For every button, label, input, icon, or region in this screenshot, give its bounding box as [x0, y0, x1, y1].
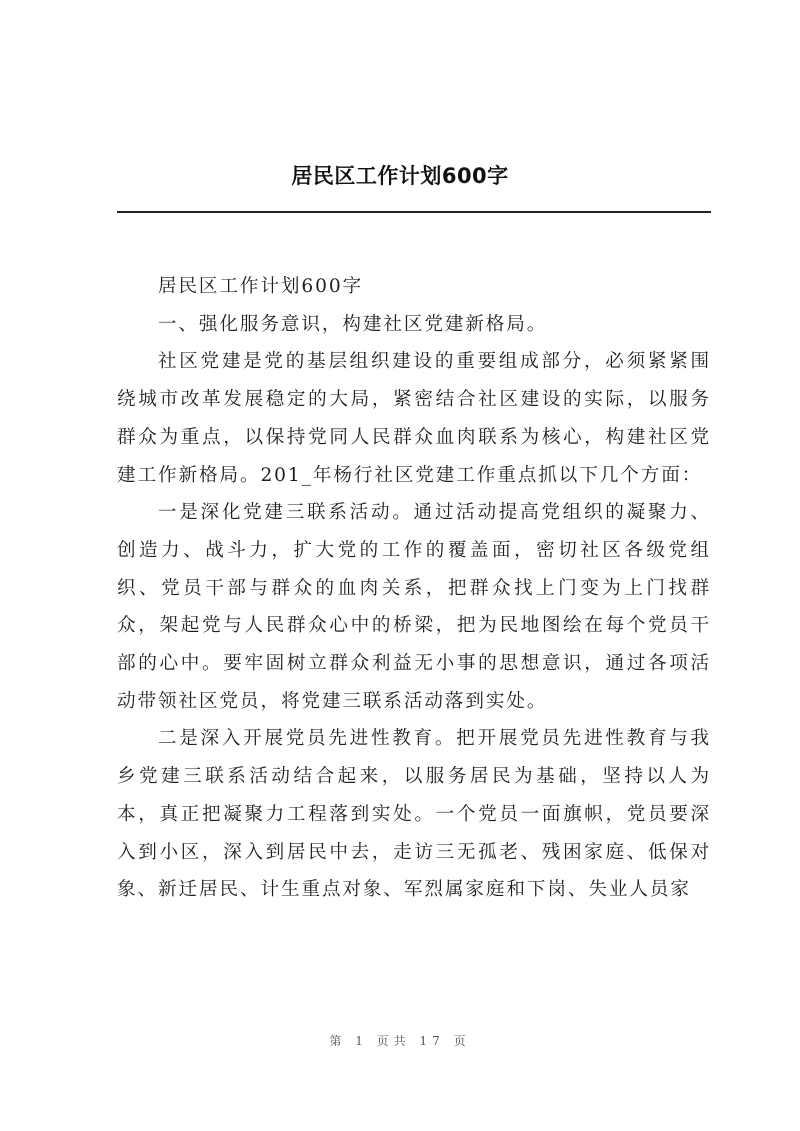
paragraph-heading: 居民区工作计划600字 — [157, 276, 364, 297]
page-number-footer: 第 1 页共 17 页 — [329, 1034, 471, 1048]
paragraph-section-one: 一、强化服务意识，构建社区党建新格局。 — [157, 313, 548, 335]
document-body — [117, 268, 711, 909]
paragraph-item-two: 二是深入开展党员先进性教育。把开展党员先进性教育与我乡党建三联系活动结合起来，以服务居民为基础，坚持以人为本，真正把凝聚力工程落到实处。一个党员一面旗帜，党员要深入到小区，深入到居民中去，走访三无孤老、残困家庭、低保对象、新迁居民、计生重点对象、军烈属家庭和下岗、失业人员家 — [117, 728, 711, 901]
title-divider — [117, 211, 711, 213]
paragraph-intro: 社区党建是党的基层组织建设的重要组成部分，必须紧紧围绕城市改革发展稳定的大局，紧密结合社区建设的实际，以服务群众为重点，以保持党同人民群众血肉联系为核心，构建社区党建工作新格局。201_年杨行社区党建工作重点抓以下几个方面： — [117, 351, 711, 486]
document-title: 居民区工作计划600字 — [291, 164, 509, 188]
paragraph-item-one: 一是深化党建三联系活动。通过活动提高党组织的凝聚力、创造力、战斗力，扩大党的工作的覆盖面，密切社区各级党组织、党员干部与群众的血肉关系，把群众找上门变为上门找群众，架起党与人民群众心中的桥梁，把为民地图绘在每个党员干部的心中。要牢固树立群众利益无小事的思想意识，通过各项活动带领社区党员，将党建三联系活动落到实处。 — [117, 502, 711, 712]
